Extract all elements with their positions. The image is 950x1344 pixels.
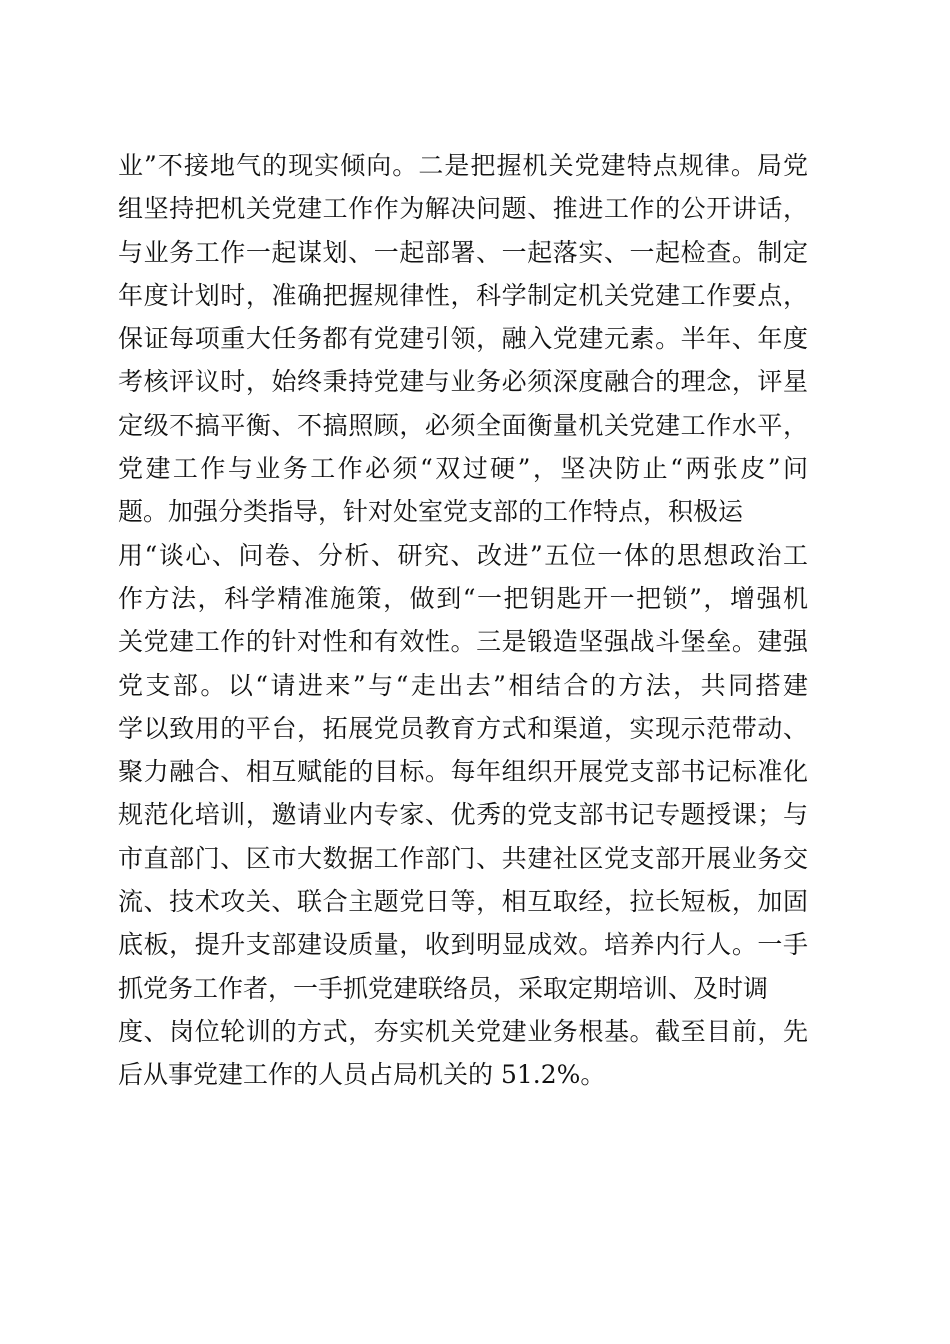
text-line: 聚力融合、相互赋能的目标。每年组织开展党支部书记标准化 [118, 757, 808, 787]
text-line: 考核评议时，始终秉持党建与业务必须深度融合的理念，评星 [118, 367, 808, 397]
text-line: 用“谈心、问卷、分析、研究、改进”五位一体的思想政治工 [118, 540, 808, 570]
text-line: 关党建工作的针对性和有效性。三是锻造坚强战斗堡垒。建强 [118, 627, 808, 657]
text-line: 年度计划时，准确把握规律性，科学制定机关党建工作要点， [118, 280, 808, 310]
text-line: 流、技术攻关、联合主题党日等，相互取经，拉长短板，加固 [118, 887, 808, 917]
text-line: 市直部门、区市大数据工作部门、共建社区党支部开展业务交 [118, 843, 808, 873]
text-line: 作方法，科学精准施策，做到“一把钥匙开一把锁”，增强机 [118, 583, 808, 613]
text-line: 党建工作与业务工作必须“双过硬”，坚决防止“两张皮”问 [118, 454, 808, 484]
text-line: 党支部。以“请进来”与“走出去”相结合的方法，共同搭建 [118, 670, 808, 700]
text-line: 组坚持把机关党建工作作为解决问题、推进工作的公开讲话， [118, 194, 808, 224]
text-line: 底板，提升支部建设质量，收到明显成效。培养内行人。一手 [118, 930, 808, 960]
text-line: 与业务工作一起谋划、一起部署、一起落实、一起检查。制定 [118, 237, 808, 267]
text-line: 定级不搞平衡、不搞照顾，必须全面衡量机关党建工作水平， [118, 410, 808, 440]
body-paragraph [118, 144, 838, 1097]
text-line: 后从事党建工作的人员占局机关的 51.2%。 [118, 1060, 606, 1090]
text-line: 规范化培训，邀请业内专家、优秀的党支部书记专题授课；与 [118, 800, 808, 830]
text-line: 抓党务工作者，一手抓党建联络员，采取定期培训、及时调 [118, 973, 769, 1003]
text-line: 学以致用的平台，拓展党员教育方式和渠道，实现示范带动、 [118, 713, 808, 743]
text-line: 度、岗位轮训的方式，夯实机关党建业务根基。截至目前，先 [118, 1016, 808, 1046]
text-line: 题。加强分类指导，针对处室党支部的工作特点，积极运 [118, 497, 744, 527]
text-line: 保证每项重大任务都有党建引领，融入党建元素。半年、年度 [118, 324, 808, 354]
text-line: 业”不接地气的现实倾向。二是把握机关党建特点规律。局党 [118, 151, 808, 180]
